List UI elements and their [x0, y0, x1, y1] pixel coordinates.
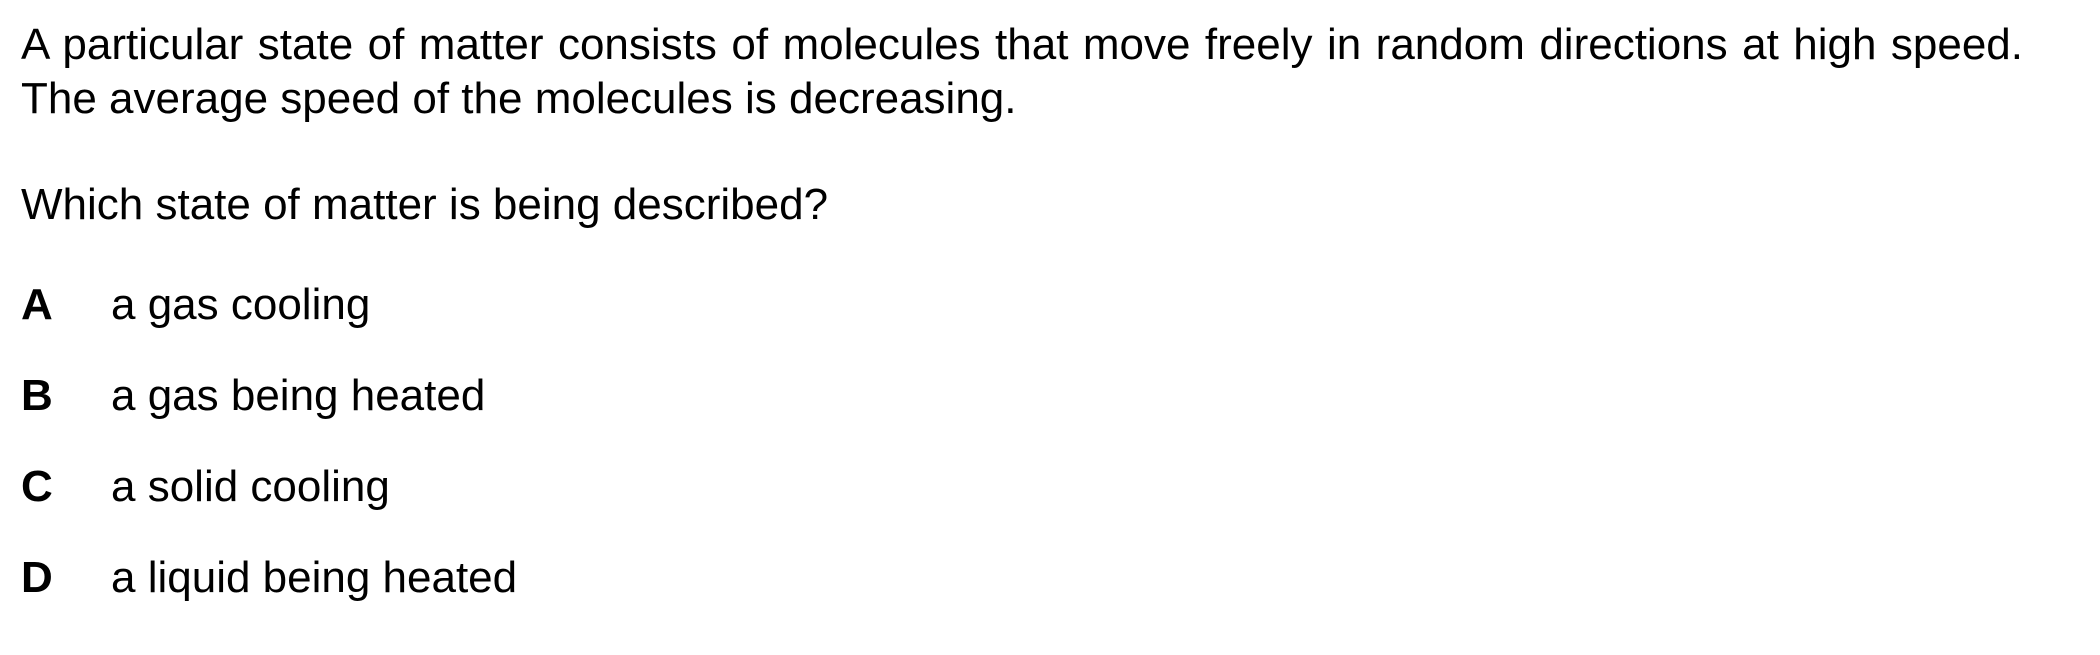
question-stem: A particular state of matter consists of molecules that move freely in random directions at high speed. The average speed of the molecules is decreasing.	[21, 20, 2023, 123]
option-d[interactable]	[21, 551, 517, 605]
option-a[interactable]	[21, 278, 370, 332]
option-b[interactable]	[21, 369, 485, 423]
option-letter: B	[21, 371, 53, 420]
option-letter: C	[21, 462, 53, 511]
option-c[interactable]	[21, 460, 390, 514]
option-text: a gas cooling	[111, 280, 371, 329]
option-letter: A	[21, 280, 53, 329]
option-text: a liquid being heated	[111, 553, 518, 602]
question-prompt: Which state of matter is being described?	[21, 180, 829, 229]
option-letter: D	[21, 553, 53, 602]
option-text: a gas being heated	[111, 371, 486, 420]
option-text: a solid cooling	[111, 462, 390, 511]
